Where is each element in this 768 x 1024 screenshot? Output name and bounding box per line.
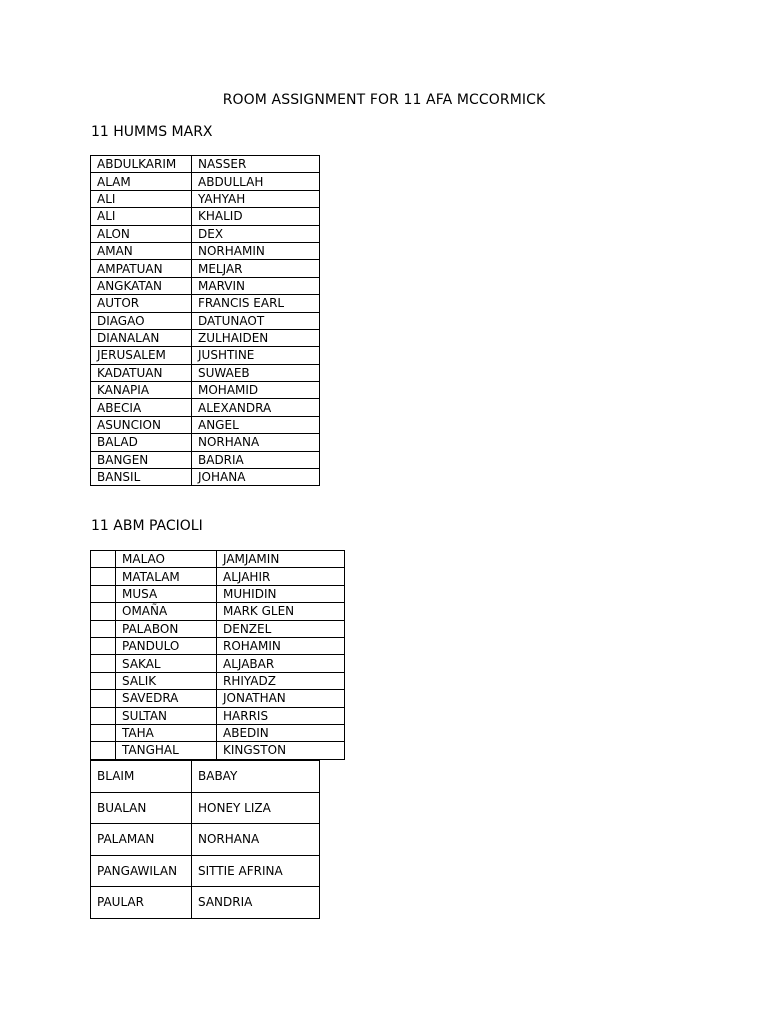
last-name-cell: DIANALAN	[91, 329, 192, 346]
table-row	[91, 469, 320, 486]
blank-cell	[91, 672, 116, 689]
table-row	[91, 364, 320, 381]
first-name-cell: BADRIA	[192, 451, 320, 468]
last-name-cell: JERUSALEM	[91, 347, 192, 364]
first-name-cell: SITTIE AFRINA	[192, 855, 320, 887]
blank-cell	[91, 637, 116, 654]
last-name-cell: ALI	[91, 190, 192, 207]
section-heading-humms-marx: 11 HUMMS MARX	[91, 124, 213, 140]
blank-cell	[91, 724, 116, 741]
last-name-cell: MATALAM	[116, 568, 217, 585]
last-name-cell: ASUNCION	[91, 416, 192, 433]
last-name-cell: SAVEDRA	[116, 690, 217, 707]
blank-cell	[91, 603, 116, 620]
first-name-cell: JUSHTINE	[192, 347, 320, 364]
first-name-cell: SANDRIA	[192, 887, 320, 919]
table-row	[91, 329, 320, 346]
table-row	[91, 451, 320, 468]
last-name-cell: OMAÑA	[116, 603, 217, 620]
first-name-cell: DENZEL	[217, 620, 345, 637]
last-name-cell: AUTOR	[91, 295, 192, 312]
last-name-cell: ALON	[91, 225, 192, 242]
last-name-cell: MUSA	[116, 585, 217, 602]
first-name-cell: KINGSTON	[217, 742, 345, 759]
blank-cell	[91, 551, 116, 568]
table-row	[91, 277, 320, 294]
abm-pacioli-extra-table	[90, 760, 320, 919]
first-name-cell: SUWAEB	[192, 364, 320, 381]
last-name-cell: BANGEN	[91, 451, 192, 468]
first-name-cell: HONEY LIZA	[192, 792, 320, 824]
section-heading-abm-pacioli: 11 ABM PACIOLI	[91, 518, 203, 534]
first-name-cell: ABEDIN	[217, 724, 345, 741]
last-name-cell: PALABON	[116, 620, 217, 637]
table-row	[91, 260, 320, 277]
last-name-cell: ANGKATAN	[91, 277, 192, 294]
first-name-cell: MARK GLEN	[217, 603, 345, 620]
last-name-cell: TAHA	[116, 724, 217, 741]
first-name-cell: ZULHAIDEN	[192, 329, 320, 346]
last-name-cell: SAKAL	[116, 655, 217, 672]
last-name-cell: MALAO	[116, 551, 217, 568]
first-name-cell: ABDULLAH	[192, 173, 320, 190]
first-name-cell: ALJAHIR	[217, 568, 345, 585]
last-name-cell: ABDULKARIM	[91, 156, 192, 173]
last-name-cell: BANSIL	[91, 469, 192, 486]
first-name-cell: MOHAMID	[192, 382, 320, 399]
last-name-cell: BALAD	[91, 434, 192, 451]
table-row	[91, 603, 345, 620]
first-name-cell: KHALID	[192, 208, 320, 225]
last-name-cell: PAULAR	[91, 887, 192, 919]
table-row	[91, 416, 320, 433]
blank-cell	[91, 620, 116, 637]
table-row	[91, 824, 320, 856]
first-name-cell: NORHAMIN	[192, 242, 320, 259]
table-row	[91, 156, 320, 173]
table-row	[91, 382, 320, 399]
first-name-cell: YAHYAH	[192, 190, 320, 207]
last-name-cell: BLAIM	[91, 761, 192, 793]
table-row	[91, 620, 345, 637]
first-name-cell: MUHIDIN	[217, 585, 345, 602]
table-row	[91, 173, 320, 190]
last-name-cell: SULTAN	[116, 707, 217, 724]
last-name-cell: ALAM	[91, 173, 192, 190]
last-name-cell: BUALAN	[91, 792, 192, 824]
table-row	[91, 672, 345, 689]
first-name-cell: MARVIN	[192, 277, 320, 294]
table-row	[91, 637, 345, 654]
last-name-cell: PANDULO	[116, 637, 217, 654]
blank-cell	[91, 568, 116, 585]
table-row	[91, 225, 320, 242]
table-row	[91, 399, 320, 416]
first-name-cell: DEX	[192, 225, 320, 242]
table-row	[91, 655, 345, 672]
table-row	[91, 585, 345, 602]
table-row	[91, 295, 320, 312]
table-row	[91, 724, 345, 741]
table-row	[91, 887, 320, 919]
first-name-cell: ANGEL	[192, 416, 320, 433]
blank-cell	[91, 690, 116, 707]
first-name-cell: RHIYADZ	[217, 672, 345, 689]
humms-marx-table	[90, 155, 320, 486]
first-name-cell: NORHANA	[192, 824, 320, 856]
blank-cell	[91, 655, 116, 672]
table-row	[91, 707, 345, 724]
last-name-cell: AMAN	[91, 242, 192, 259]
table-row	[91, 568, 345, 585]
last-name-cell: ALI	[91, 208, 192, 225]
blank-cell	[91, 707, 116, 724]
first-name-cell: JOHANA	[192, 469, 320, 486]
last-name-cell: PALAMAN	[91, 824, 192, 856]
first-name-cell: FRANCIS EARL	[192, 295, 320, 312]
table-row	[91, 742, 345, 759]
first-name-cell: NORHANA	[192, 434, 320, 451]
first-name-cell: HARRIS	[217, 707, 345, 724]
first-name-cell: MELJAR	[192, 260, 320, 277]
first-name-cell: DATUNAOT	[192, 312, 320, 329]
table-row	[91, 312, 320, 329]
blank-cell	[91, 585, 116, 602]
last-name-cell: DIAGAO	[91, 312, 192, 329]
last-name-cell: PANGAWILAN	[91, 855, 192, 887]
table-row	[91, 434, 320, 451]
first-name-cell: JAMJAMIN	[217, 551, 345, 568]
table-row	[91, 190, 320, 207]
document-title: ROOM ASSIGNMENT FOR 11 AFA MCCORMICK	[222, 92, 546, 108]
table-row	[91, 242, 320, 259]
last-name-cell: SALIK	[116, 672, 217, 689]
last-name-cell: KANAPIA	[91, 382, 192, 399]
first-name-cell: ALJABAR	[217, 655, 345, 672]
table-row	[91, 855, 320, 887]
last-name-cell: KADATUAN	[91, 364, 192, 381]
last-name-cell: AMPATUAN	[91, 260, 192, 277]
last-name-cell: ABECIA	[91, 399, 192, 416]
table-row	[91, 551, 345, 568]
abm-pacioli-table	[90, 550, 345, 760]
last-name-cell: TANGHAL	[116, 742, 217, 759]
first-name-cell: ROHAMIN	[217, 637, 345, 654]
table-row	[91, 792, 320, 824]
table-row	[91, 690, 345, 707]
first-name-cell: ALEXANDRA	[192, 399, 320, 416]
first-name-cell: JONATHAN	[217, 690, 345, 707]
table-row	[91, 347, 320, 364]
blank-cell	[91, 742, 116, 759]
table-row	[91, 761, 320, 793]
first-name-cell: BABAY	[192, 761, 320, 793]
first-name-cell: NASSER	[192, 156, 320, 173]
table-row	[91, 208, 320, 225]
